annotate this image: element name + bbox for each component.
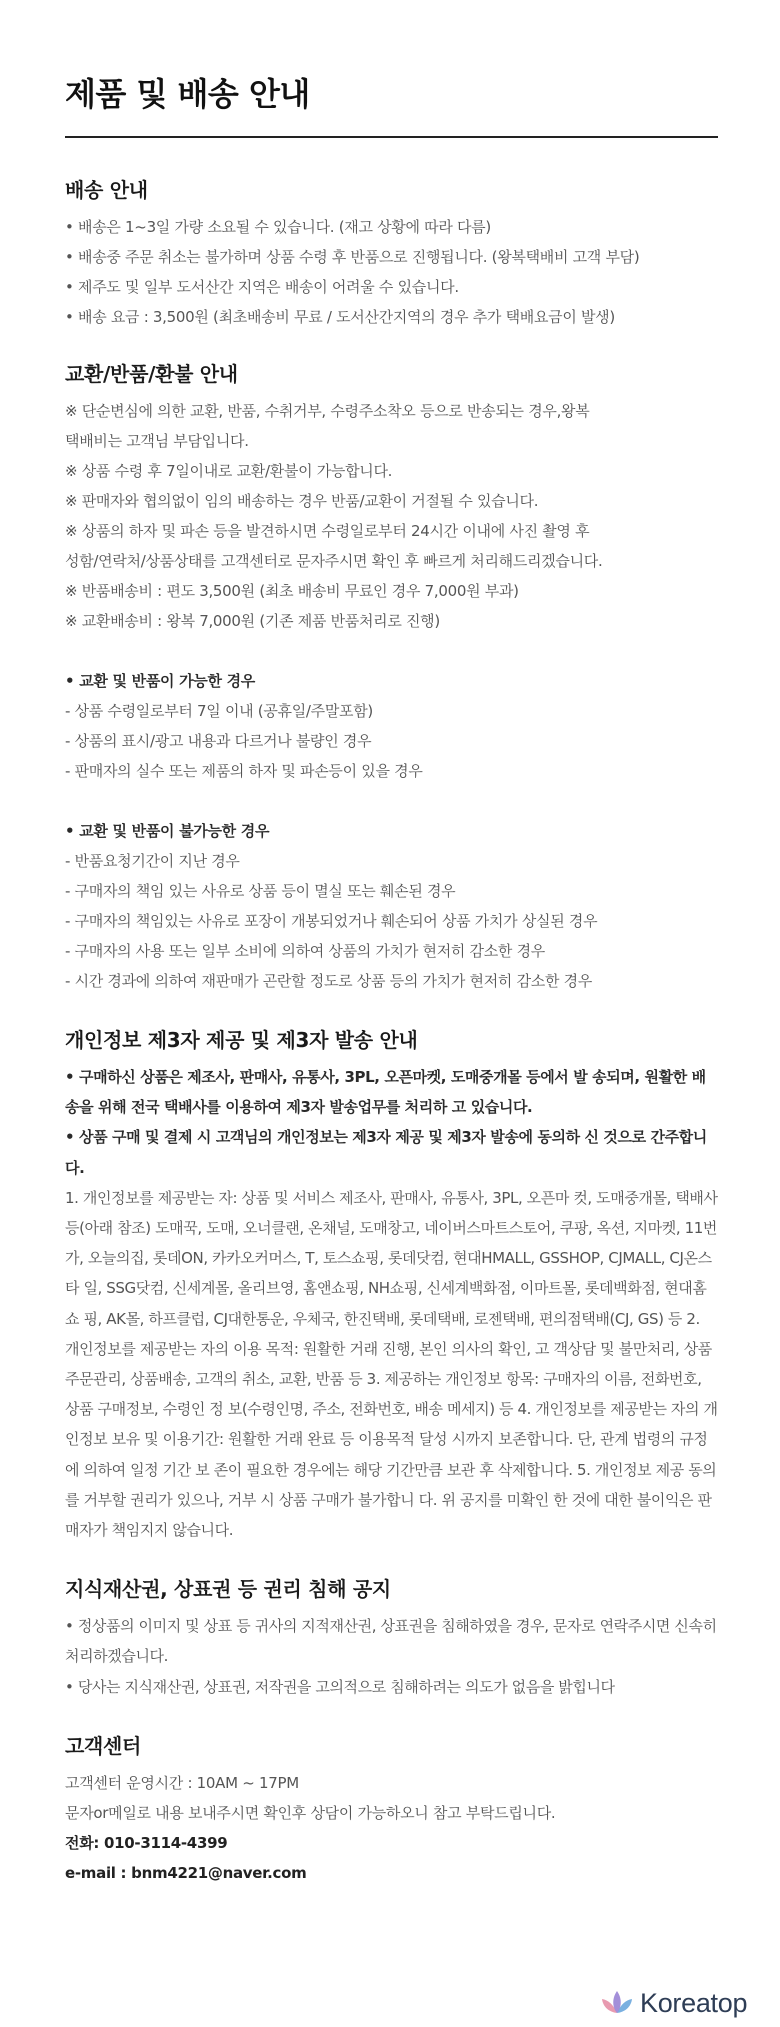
logo-text: Koreatop (640, 1988, 748, 2018)
exchange-impossible-list (65, 816, 718, 996)
exchange-possible-list (65, 666, 718, 786)
shipping-section-title: 배송 안내 (65, 178, 148, 202)
exchange-note: ※ 교환배송비 : 왕복 7,000원 (기존 제품 반품처리로 진행) (65, 612, 440, 630)
exchange-section (65, 360, 718, 996)
exchange-note: ※ 반품배송비 : 편도 3,500원 (최초 배송비 무료인 경우 7,000원 부과) (65, 582, 519, 600)
ip-notice: • 정상품의 이미지 및 상표 등 귀사의 지적재산권, 상표권을 침해하였을 경우, 문자로 연락주시면 신속히 처리하겠습니다. (65, 1617, 717, 1666)
exchange-impossible-item: - 구매자의 책임있는 사유로 포장이 개봉되었거나 훼손되어 상품 가치가 상실된 경우 (65, 912, 598, 930)
exchange-possible-item: - 상품 수령일로부터 7일 이내 (공휴일/주말포함) (65, 702, 373, 720)
support-email: e-mail : bnm4221@naver.com (65, 1863, 307, 1882)
privacy-section-title: 개인정보 제3자 제공 및 제3자 발송 안내 (65, 1028, 418, 1052)
shipping-line: • 배송중 주문 취소는 불가하며 상품 수령 후 반품으로 진행됩니다. (왕복택배비 고객 부담) (65, 248, 640, 266)
privacy-details: 1. 개인정보를 제공받는 자: 상품 및 서비스 제조사, 판매사, 유통사, 3PL, 오픈마 컷, 도매중개몰, 택배사 등(아래 참조) 도매꾹, 도매, 오너클랜, 온채널, 도매창고, 네이버스마트스토어, 쿠팡, 옥션, 지마켓, 11번가, 오늘의집, 롯데ON, 카카오커머스, T, 토스쇼핑, 롯데닷컴, 현대HMALL, GSSHOP, CJMALL, CJ온스타 일, SSG닷컴, 신세계몰, 올리브영, 홈앤쇼핑, NH쇼핑, 신세계백화점, 이마트몰, 롯데백화점, 현대홈쇼 핑, AK몰, 하프클럽, CJ대한통운, 우체국, 한진택배, 롯데택배, 로젠택배, 편의점택배(CJ, GS) 등 2. 개인정보를 제공받는 자의 이용 목적: 원활한 거래 진행, 본인 의사의 확인, 고 객상담 및 불만처리, 상품 주문관리, 상품배송, 고객의 취소, 교환, 반품 등 3. 제공하는 개인정보 항목: 구매자의 이름, 전화번호, 상품 구매정보, 수령인 정 보(수령인명, 주소, 전화번호, 배송 메세지) 등 4. 개인정보를 제공받는 자의 개인정보 보유 및 이용기간: 원활한 거래 완료 등 이용목적 달성 시까지 보존합니다. 단, 관계 법령의 규정에 의하여 일정 기간 보 존이 필요한 경우에는 해당 기간만큼 보관 후 삭제합니다. 5. 개인정보 제공 동의를 거부할 권리가 있으나, 거부 시 상품 구매가 불가합니 다. 위 공지를 미확인 한 것에 대한 불이익은 판매자가 책임지지 않습니다. (65, 1188, 718, 1540)
exchange-impossible-item: - 구매자의 사용 또는 일부 소비에 의하여 상품의 가치가 현저히 감소한 경우 (65, 942, 545, 960)
shipping-line: • 제주도 및 일부 도서산간 지역은 배송이 어려울 수 있습니다. (65, 278, 459, 296)
shipping-section (65, 176, 718, 332)
exchange-impossible-title: • 교환 및 반품이 불가능한 경우 (65, 822, 270, 840)
exchange-impossible-item: - 반품요청기간이 지난 경우 (65, 852, 240, 870)
privacy-notice-shipping: • 구매하신 상품은 제조사, 판매사, 유통사, 3PL, 오픈마켓, 도매중개몰 등에서 발 송되며, 원활한 배송을 위해 전국 택배사를 이용하여 제3자 발송업무를 처리하 고 있습니다. (65, 1068, 706, 1117)
shipping-list (65, 212, 718, 332)
ip-section-title: 지식재산권, 상표권 등 권리 침해 공지 (65, 1577, 391, 1602)
exchange-note: 택배비는 고객님 부담입니다. (65, 432, 249, 450)
exchange-possible-item: - 상품의 표시/광고 내용과 다르거나 불량인 경우 (65, 732, 372, 750)
title-divider (65, 136, 718, 138)
koreatop-logo (600, 1985, 747, 2021)
exchange-impossible-item: - 구매자의 책임 있는 사유로 상품 등이 멸실 또는 훼손된 경우 (65, 882, 456, 900)
exchange-note: ※ 단순변심에 의한 교환, 반품, 수취거부, 수령주소착오 등으로 반송되는 경우,왕복 (65, 402, 590, 420)
support-phone: 전화: 010-3114-4399 (65, 1833, 228, 1852)
privacy-notice-consent: • 상품 구매 및 결제 시 고객님의 개인정보는 제3자 제공 및 제3자 발송에 동의하 신 것으로 간주합니다. (65, 1128, 707, 1177)
support-hours: 고객센터 운영시간 : 10AM ~ 17PM (65, 1773, 299, 1792)
exchange-impossible-item: - 시간 경과에 의하여 재판매가 곤란할 정도로 상품 등의 가치가 현저히 감소한 경우 (65, 972, 593, 990)
exchange-note: ※ 판매자와 협의없이 임의 배송하는 경우 반품/교환이 거절될 수 있습니다. (65, 492, 539, 510)
ip-section (65, 1575, 718, 1702)
page-title: 제품 및 배송 안내 (65, 75, 310, 113)
privacy-section (65, 1026, 718, 1545)
support-section-title: 고객센터 (65, 1733, 142, 1758)
shipping-line: • 배송 요금 : 3,500원 (최초배송비 무료 / 도서산간지역의 경우 추가 택배요금이 발생) (65, 308, 615, 326)
exchange-possible-title: • 교환 및 반품이 가능한 경우 (65, 672, 255, 690)
support-section (65, 1732, 718, 1888)
ip-disclaimer: • 당사는 지식재산권, 상표권, 저작권을 고의적으로 침해하려는 의도가 없음을 밝힙니다 (65, 1677, 615, 1696)
exchange-note: ※ 상품 수령 후 7일이내로 교환/환불이 가능합니다. (65, 462, 393, 480)
exchange-note: ※ 상품의 하자 및 파손 등을 발견하시면 수령일로부터 24시간 이내에 사진 촬영 후 (65, 522, 590, 540)
exchange-section-title: 교환/반품/환불 안내 (65, 362, 238, 386)
lotus-icon (600, 1989, 634, 2017)
exchange-possible-item: - 판매자의 실수 또는 제품의 하자 및 파손등이 있을 경우 (65, 762, 423, 780)
exchange-note: 성함/연락처/상품상태를 고객센터로 문자주시면 확인 후 빠르게 처리해드리겠습니다. (65, 552, 603, 570)
support-note: 문자or메일로 내용 보내주시면 확인후 상담이 가능하오니 참고 부탁드립니다. (65, 1803, 556, 1822)
shipping-line: • 배송은 1~3일 가량 소요될 수 있습니다. (재고 상황에 따라 다름) (65, 218, 491, 236)
exchange-notes (65, 396, 718, 636)
